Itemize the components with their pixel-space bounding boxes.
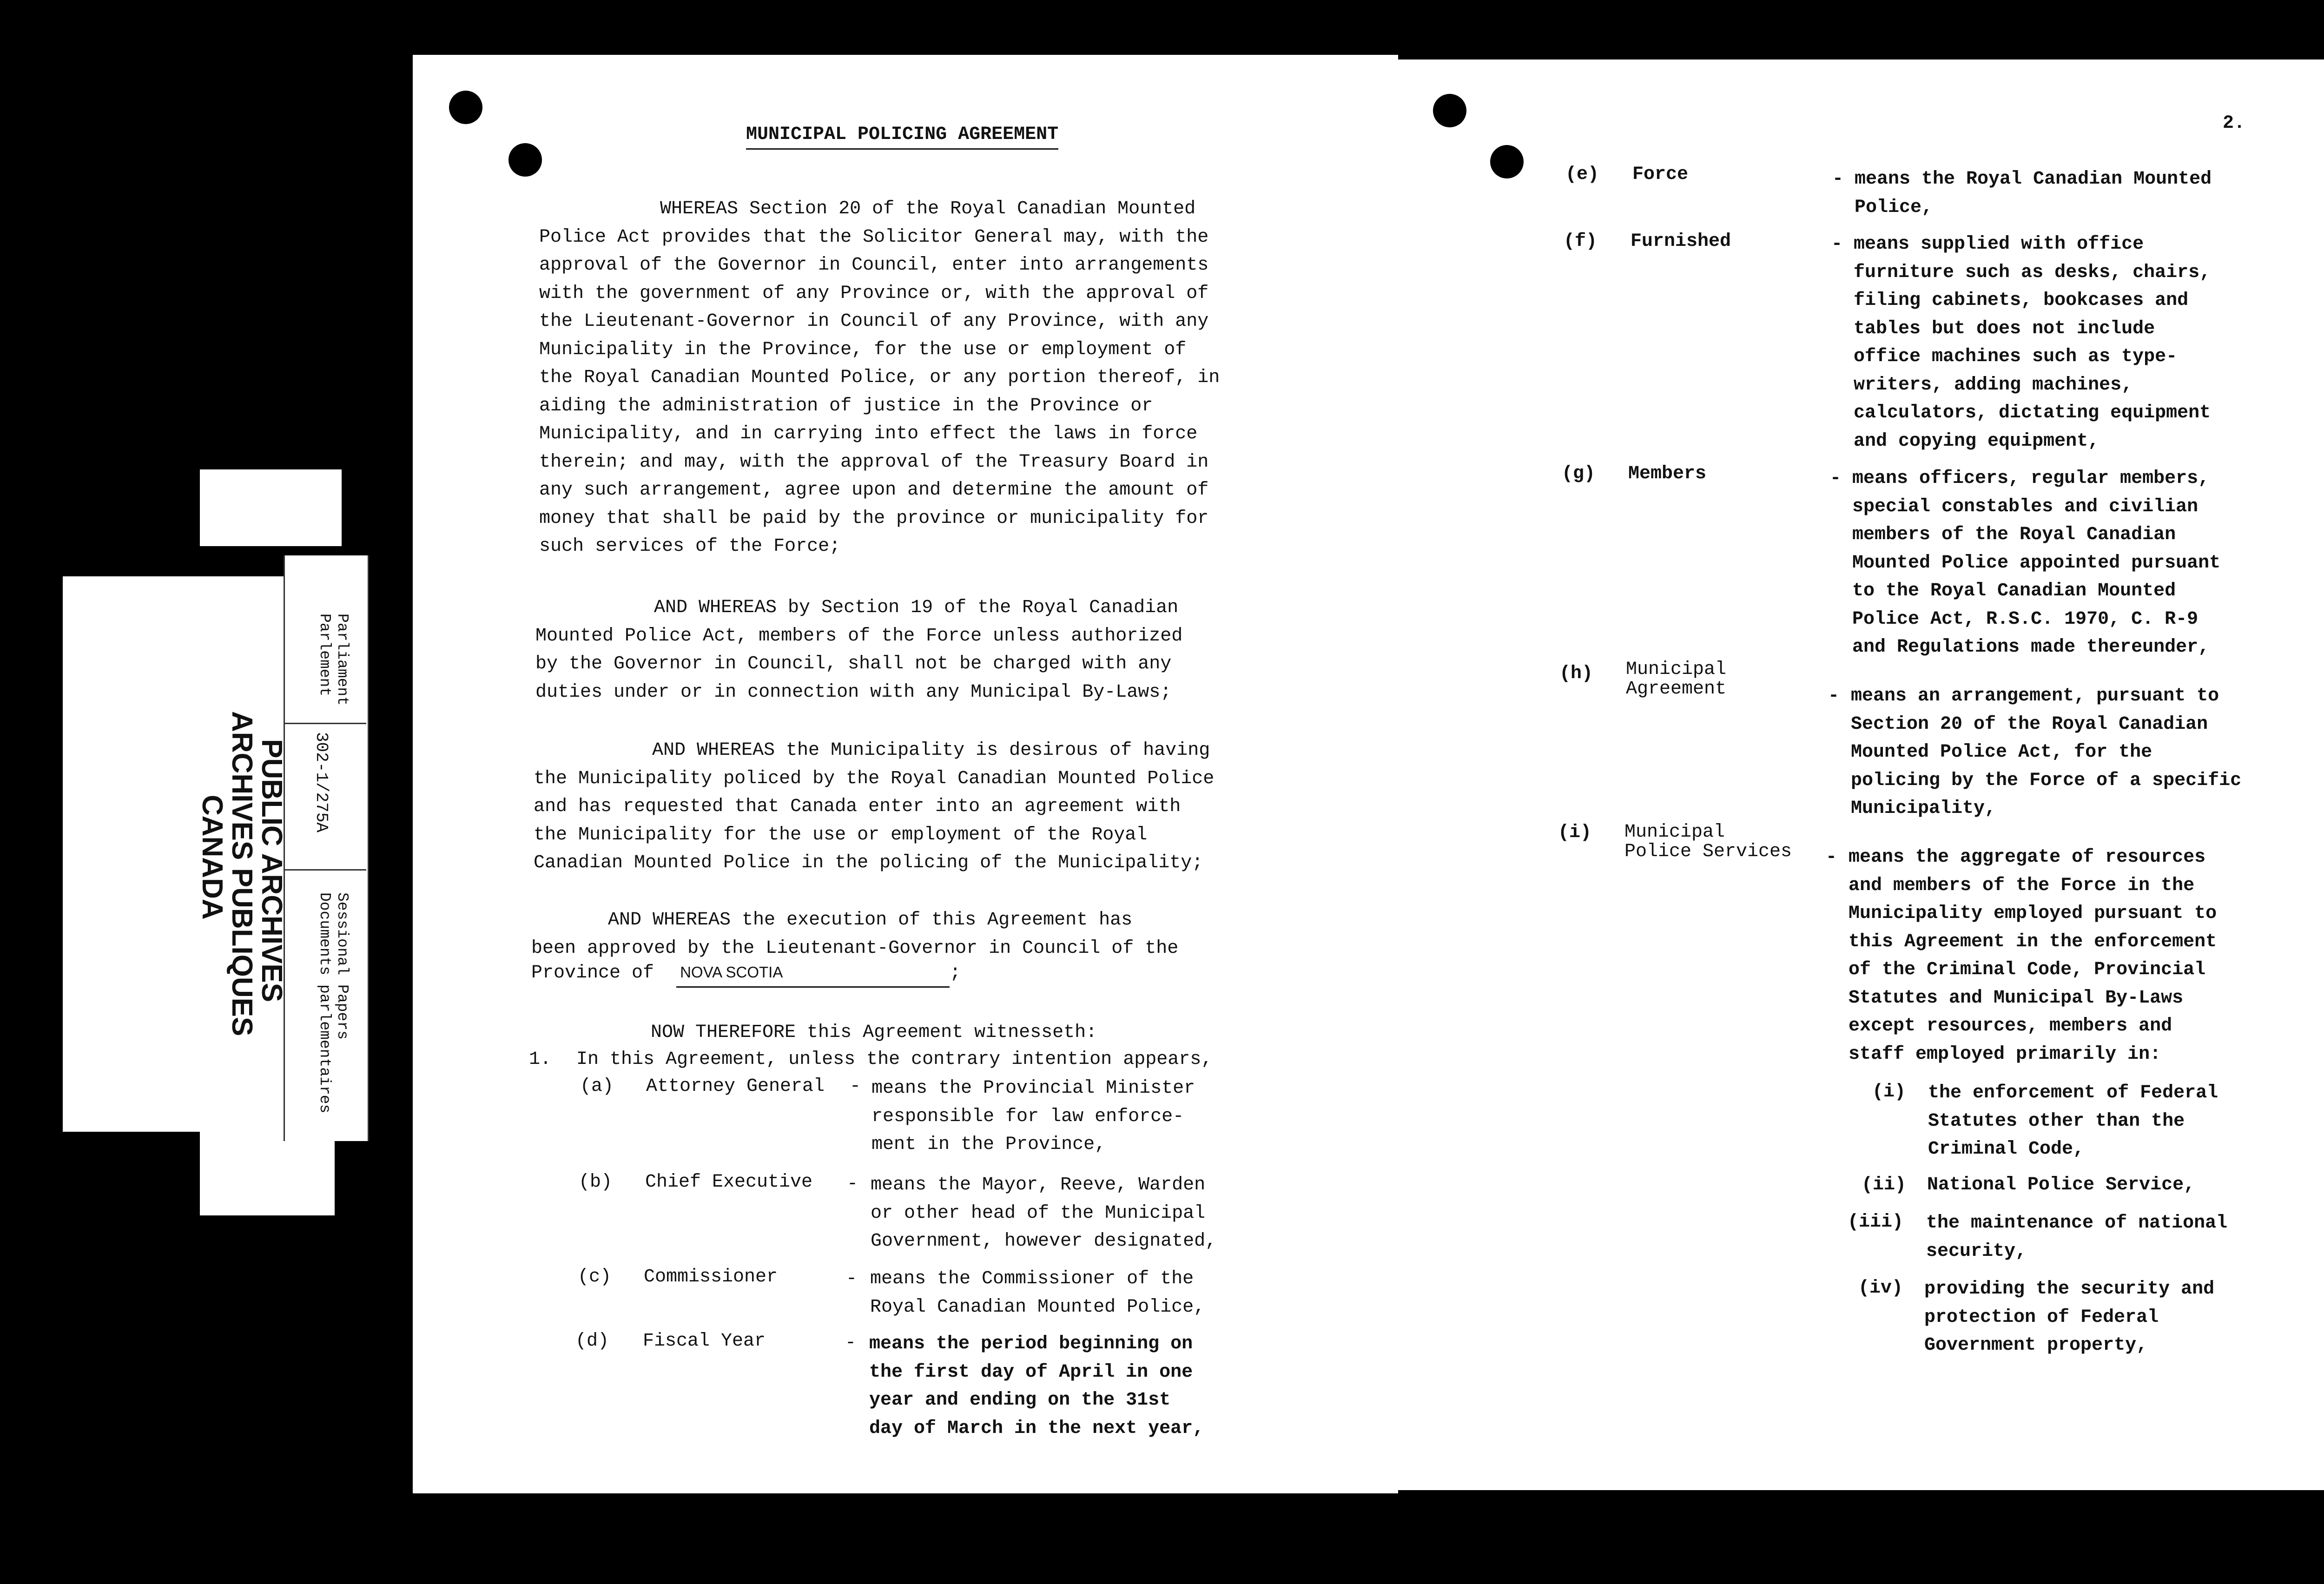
strip-sessional-papers: Sessional Papers (334, 892, 351, 1040)
province-prefix: Province of (531, 963, 654, 983)
definition-term: Members (1628, 463, 1707, 484)
subitem-text: National Police Service, (1927, 1175, 2195, 1195)
definition-meaning: means the Provincial Minister responsible for law enforce- ment in the Province, (872, 1078, 1195, 1155)
definition-letter: (b) (579, 1172, 613, 1193)
archive-folder-tab (200, 469, 342, 546)
punch-hole (1490, 145, 1524, 178)
definition-dash: - (1830, 468, 1842, 489)
clause-number: 1. (529, 1049, 552, 1070)
definition-dash: - (1831, 234, 1843, 255)
definition-term: Attorney General (646, 1076, 825, 1097)
punch-hole (508, 143, 542, 177)
strip-parlement: Parlement (316, 614, 333, 697)
subitem-text: providing the security and protection of Federal Government property, (1924, 1279, 2215, 1356)
strip-divider (284, 723, 366, 724)
subitem-text: the enforcement of Federal Statutes other than the Criminal Code, (1928, 1082, 2218, 1160)
recital-paragraph-2: AND WHEREAS by Section 19 of the Royal Canadian Mounted Police Act, members of the Force unless authorized by the Governor in Council, shall not be charged with any duties under or in connection with any Municipal By-Laws; (535, 597, 1183, 703)
definition-term: Furnished (1631, 231, 1731, 252)
province-line (531, 958, 961, 988)
subitem-text: the maintenance of national security, (1926, 1213, 2228, 1262)
definition-dash: - (846, 1268, 858, 1289)
punch-hole (1433, 94, 1466, 127)
definition-letter: (f) (1564, 231, 1598, 252)
definition-dash: - (845, 1333, 857, 1353)
definition-dash: - (847, 1174, 858, 1195)
definition-term: Municipal Police Services (1624, 822, 1792, 862)
strip-divider (284, 869, 366, 871)
page-number: 2. (2223, 113, 2245, 134)
subitem-number: (iv) (1858, 1278, 1903, 1299)
strip-documents-parlementaires: Documents parlementaires (316, 892, 333, 1114)
archive-stamp-line-2: ARCHIVES PUBLIQUES (226, 711, 258, 1036)
definition-term: Municipal Agreement (1626, 659, 1727, 700)
definition-letter: (g) (1562, 463, 1596, 484)
subitem-number: (i) (1872, 1082, 1906, 1102)
clause-intro: In this Agreement, unless the contrary intention appears, (576, 1049, 1213, 1070)
definition-dash: - (1832, 169, 1844, 190)
definition-term: Chief Executive (645, 1172, 813, 1193)
definition-meaning: means the period beginning on the first day of April in one year and ending on the 31st day of March in the next year, (869, 1333, 1204, 1439)
definition-meaning: means an arrangement, pursuant to Section 20 of the Royal Canadian Mounted Police Act, for the policing by the Force of a specific Municipality, (1851, 686, 2242, 819)
definition-meaning: means the Mayor, Reeve, Warden or other head of the Municipal Government, however designated, (871, 1175, 1217, 1252)
definition-letter: (e) (1565, 164, 1599, 185)
page-title: MUNICIPAL POLICING AGREEMENT (746, 123, 1058, 150)
strip-parliament: Parliament (334, 614, 351, 706)
definition-letter: (c) (578, 1267, 612, 1287)
definition-dash: - (1828, 686, 1840, 706)
definition-letter: (i) (1558, 822, 1592, 843)
definition-term: Commissioner (644, 1267, 778, 1287)
subitem-number: (iii) (1848, 1212, 1904, 1233)
province-suffix: ; (950, 963, 961, 983)
definition-term: Force (1632, 164, 1689, 185)
archive-stamp-line-1: PUBLIC ARCHIVES (256, 739, 288, 1003)
punch-hole (449, 91, 482, 124)
definition-meaning: means officers, regular members, special constables and civilian members of the Royal Canadian Mounted Police appointed pursuant to the Royal Canadian Mounted Police Act, R.S.C. 1970, C. R-9 and Regulations made thereunder, (1852, 468, 2221, 658)
definition-term: Fiscal Year (643, 1331, 766, 1352)
witnesseth-line: NOW THEREFORE this Agreement witnesseth: (651, 1022, 1097, 1043)
definition-meaning: means the aggregate of resources and members of the Force in the Municipality employed pursuant to this Agreement in the enforcement of the Criminal Code, Provincial Statutes and Municipal By-Laws except resources, members and staff employed primarily in: (1849, 847, 2217, 1065)
province-field: NOVA SCOTIA (676, 958, 950, 988)
definition-letter: (d) (575, 1331, 609, 1352)
recital-paragraph-3: AND WHEREAS the Municipality is desirous of having the Municipality policed by the Royal Canadian Mounted Police and has requested that Canada enter into an agreement with the Municipality for the use or employment of the Royal Canadian Mounted Police in the policing of the Municipality; (534, 740, 1215, 873)
archive-stamp-line-3: CANADA (196, 795, 228, 920)
recital-paragraph-4: AND WHEREAS the execution of this Agreement has been approved by the Lieutenant-Governor in Council of the (531, 910, 1179, 959)
definition-meaning: means the Commissioner of the Royal Canadian Mounted Police, (870, 1268, 1205, 1318)
definition-letter: (h) (1559, 663, 1593, 684)
definition-dash: - (1826, 847, 1837, 868)
subitem-number: (ii) (1862, 1175, 1907, 1195)
strip-document-number: 302-1/275A (312, 732, 331, 833)
definition-meaning: means the Royal Canadian Mounted Police, (1855, 169, 2212, 218)
definition-meaning: means supplied with office furniture such as desks, chairs, filing cabinets, bookcases and tables but does not include office machines such as type- writers, adding machines, calculators, dictating equipment and copying equipment, (1854, 234, 2211, 452)
definition-dash: - (850, 1076, 861, 1097)
definition-letter: (a) (580, 1076, 614, 1097)
recital-paragraph-1: WHEREAS Section 20 of the Royal Canadian Mounted Police Act provides that the Solicitor General may, with the approval of the Governor in Council, enter into arrangements with the government of any Province or, with the approval of the Lieutenant-Governor in Council of any Province, with any Municipality in the Province, for the use or employment of the Royal Canadian Mounted Police, or any portion thereof, in aiding the administration of justice in the Province or Municipality, and in carrying into effect the laws in force therein; and may, with the approval of the Treasury Board in any such arrangement, agree upon and determine the amount of money that shall be paid by the province or municipality for such services of the Force; (539, 198, 1220, 557)
